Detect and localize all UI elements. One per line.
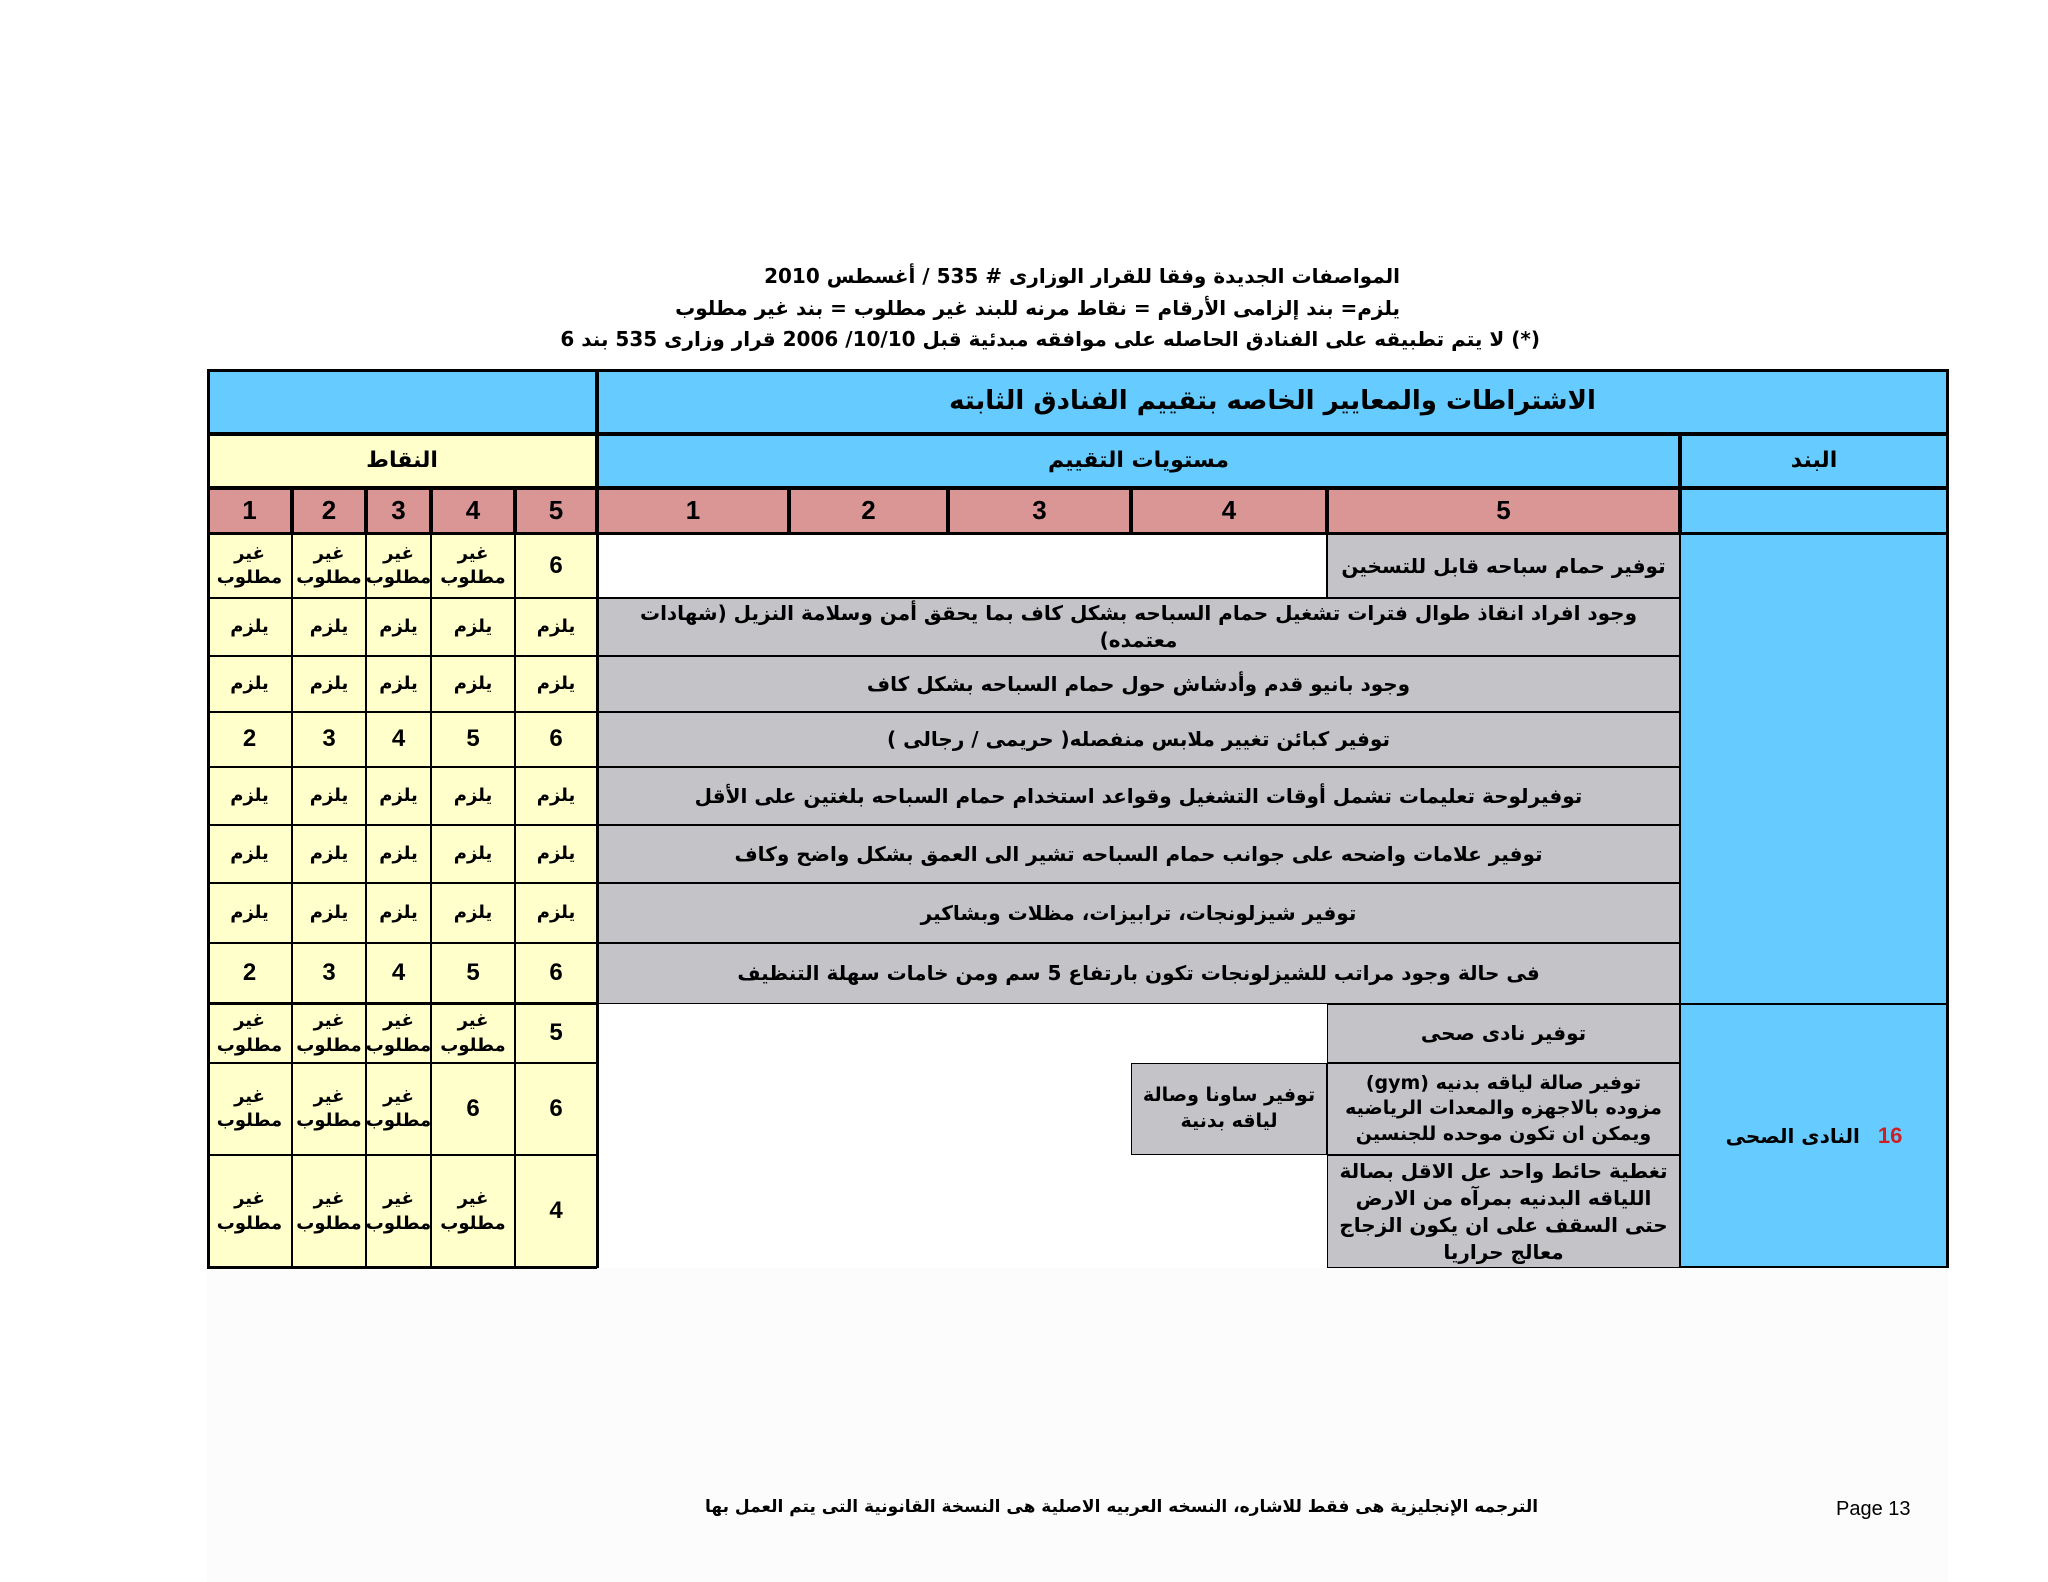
table-rule (207, 369, 210, 1268)
points-cell: يلزم (515, 598, 597, 656)
level-col-number: 1 (597, 488, 789, 534)
points-cell: يلزم (515, 883, 597, 943)
criterion-text: توفيرلوحة تعليمات تشمل أوقات التشغيل وقواعد استخدام حمام السباحه بلغتين على الأقل (597, 767, 1680, 825)
points-cell: يلزم (366, 883, 431, 943)
header-levels: مستويات التقييم (597, 434, 1680, 488)
points-cell: يلزم (515, 825, 597, 883)
criterion-text: توفير حمام سباحه قابل للتسخين (1327, 534, 1680, 598)
points-cell: غير مطلوب (292, 1063, 366, 1155)
points-cell: يلزم (366, 825, 431, 883)
table-title: الاشتراطات والمعايير الخاصه بتقييم الفنادق الثابته (597, 370, 1948, 434)
points-cell: يلزم (366, 656, 431, 712)
points-cell: 6 (515, 712, 597, 767)
criterion-text: توفير نادى صحى (1327, 1004, 1680, 1063)
criterion-text: فى حالة وجود مراتب للشيزلونجات تكون بارتفاع 5 سم ومن خامات سهلة التنظيف (597, 943, 1680, 1004)
criterion-text: وجود افراد انقاذ طوال فترات تشغيل حمام السباحه بشكل كاف بما يحقق أمن وسلامة النزيل (شهادات معتمده) (597, 598, 1680, 656)
level-blank (597, 1063, 1131, 1155)
item-column-upper (1680, 534, 1948, 1004)
table-rule (207, 369, 1948, 372)
level-col-number: 4 (1131, 488, 1327, 534)
points-cell: 6 (515, 1063, 597, 1155)
header-item: البند (1680, 434, 1948, 488)
points-cell: يلزم (515, 656, 597, 712)
points-cell: يلزم (292, 656, 366, 712)
points-cell: غير مطلوب (431, 1155, 515, 1268)
points-col-number: 2 (292, 488, 366, 534)
points-cell: 2 (207, 712, 292, 767)
criterion-text: توفير كبائن تغيير ملابس منفصله( حريمى / رجالى ) (597, 712, 1680, 767)
points-cell: يلزم (431, 598, 515, 656)
points-col-number: 4 (431, 488, 515, 534)
table-rule (1946, 369, 1949, 1268)
points-cell: 4 (515, 1155, 597, 1268)
points-cell: 6 (515, 534, 597, 598)
criterion-text-level4: توفير ساونا وصالة لياقه بدنية (1131, 1063, 1327, 1155)
points-cell: يلزم (292, 598, 366, 656)
criterion-text: تغطية حائط واحد عل الاقل بصالة اللياقه البدنيه بمرآه من الارض حتى السقف على ان يكون الزجاج معالج حراريا (1327, 1155, 1680, 1268)
criterion-text: وجود بانيو قدم وأدشاش حول حمام السباحه بشكل كاف (597, 656, 1680, 712)
points-cell: 5 (431, 712, 515, 767)
header-line-3: (*) لا يتم تطبيقه على الفنادق الحاصله على موافقه مبدئية قبل 10/10/ 2006 قرار وزارى 535 بند 6 (560, 327, 1540, 351)
page-number: Page 13 (1836, 1498, 1911, 1520)
points-cell: 3 (292, 943, 366, 1004)
points-cell: غير مطلوب (292, 1004, 366, 1063)
points-cell: غير مطلوب (366, 1063, 431, 1155)
points-cell: يلزم (431, 825, 515, 883)
points-cell: يلزم (207, 825, 292, 883)
header-points: النقاط (207, 434, 597, 488)
table-rule (596, 369, 599, 1268)
points-cell: يلزم (431, 883, 515, 943)
points-cell: 3 (292, 712, 366, 767)
level-col-number: 2 (789, 488, 948, 534)
points-col-number: 1 (207, 488, 292, 534)
item-number: 16 (1877, 1123, 1903, 1149)
points-cell: 5 (515, 1004, 597, 1063)
level-blank (597, 534, 1327, 598)
level-col-number: 3 (948, 488, 1131, 534)
table-rule (207, 1266, 597, 1269)
points-cell: يلزم (431, 767, 515, 825)
table-rule (1680, 1266, 1948, 1268)
points-cell: 6 (431, 1063, 515, 1155)
title-left-blank (207, 370, 597, 434)
points-cell: يلزم (207, 883, 292, 943)
points-cell: يلزم (431, 656, 515, 712)
level-col-number: 5 (1327, 488, 1680, 534)
points-col-number: 3 (366, 488, 431, 534)
points-cell: يلزم (292, 883, 366, 943)
points-cell: 5 (431, 943, 515, 1004)
points-cell: يلزم (207, 598, 292, 656)
points-cell: غير مطلوب (207, 534, 292, 598)
points-cell: غير مطلوب (292, 534, 366, 598)
points-cell: يلزم (366, 598, 431, 656)
points-col-number: 5 (515, 488, 597, 534)
points-cell: غير مطلوب (292, 1155, 366, 1268)
table-rule (207, 1002, 597, 1005)
points-cell: غير مطلوب (366, 1004, 431, 1063)
points-cell: يلزم (366, 767, 431, 825)
points-cell: غير مطلوب (207, 1004, 292, 1063)
points-cell: 2 (207, 943, 292, 1004)
criterion-text: توفير علامات واضحه على جوانب حمام السباحه تشير الى العمق بشكل واضح وكاف (597, 825, 1680, 883)
points-cell: يلزم (207, 767, 292, 825)
points-cell: يلزم (292, 767, 366, 825)
level-blank (597, 1155, 1327, 1268)
criterion-text: توفير صالة لياقه بدنيه (gym) مزوده بالاجهزه والمعدات الرياضيه ويمكن ان تكون موحده للجنسين (1327, 1063, 1680, 1155)
points-cell: غير مطلوب (431, 1004, 515, 1063)
points-cell: 6 (515, 943, 597, 1004)
item-column-lower (1680, 1004, 1948, 1268)
points-cell: يلزم (207, 656, 292, 712)
points-cell: غير مطلوب (366, 1155, 431, 1268)
points-cell: يلزم (515, 767, 597, 825)
footer-note: الترجمه الإنجليزية هى فقط للاشاره، النسخه العربيه الاصلية هى النسخة القانونية التى يتم العمل بها (705, 1497, 1539, 1517)
points-cell: غير مطلوب (207, 1063, 292, 1155)
header-line-2: يلزم= بند إلزامى الأرقام = نقاط مرنه للبند غير مطلوب = بند غير مطلوب (675, 296, 1400, 320)
points-cell: يلزم (292, 825, 366, 883)
item-number-blank (1680, 488, 1948, 534)
header-line-1: المواصفات الجديدة وفقا للقرار الوزارى # 535 / أغسطس 2010 (764, 264, 1400, 288)
points-cell: غير مطلوب (366, 534, 431, 598)
item-name: النادى الصحى (1725, 1123, 1860, 1148)
criterion-text: توفير شيزلونجات، ترابيزات، مظلات وبشاكير (597, 883, 1680, 943)
points-cell: 4 (366, 943, 431, 1004)
points-cell: غير مطلوب (431, 534, 515, 598)
points-cell: غير مطلوب (207, 1155, 292, 1268)
points-cell: 4 (366, 712, 431, 767)
level-blank (597, 1004, 1327, 1063)
